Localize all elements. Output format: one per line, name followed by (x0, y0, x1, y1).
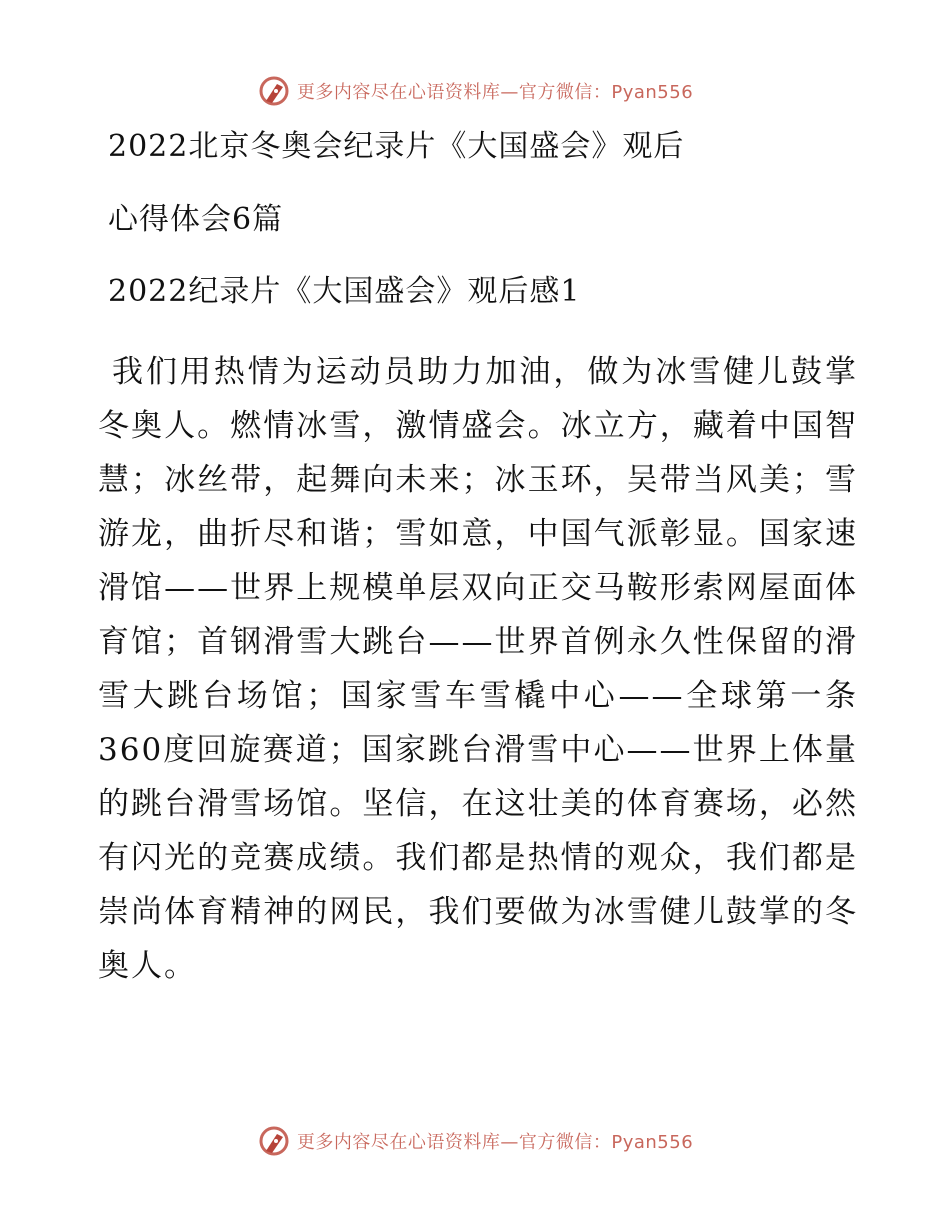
pen-nib-circle-icon (257, 1124, 291, 1158)
section-title: 2022纪录片《大国盛会》观后感1 (108, 274, 581, 309)
header-watermark (0, 74, 950, 108)
watermark-text: 更多内容尽在心语资料库—官方微信：Pyan556 (296, 82, 694, 103)
footer-watermark (0, 1124, 950, 1158)
pen-nib-circle-icon (257, 74, 291, 108)
watermark-text: 更多内容尽在心语资料库—官方微信：Pyan556 (296, 1132, 694, 1153)
body-paragraph: 我们用热情为运动员助力加油，做为冰雪健儿鼓掌冬奥人。燃情冰雪，激情盛会。冰立方，藏着中国智慧；冰丝带，起舞向未来；冰玉环，吴带当风美；雪游龙，曲折尽和谐；雪如意，中国气派彰显。国家速滑馆——世界上规模单层双向正交马鞍形索网屋面体育馆；首钢滑雪大跳台——世界首例永久性保留的滑雪大跳台场馆；国家雪车雪橇中心——全球第一条360度回旋赛道；国家跳台滑雪中心——世界上体量的跳台滑雪场馆。坚信，在这壮美的体育赛场，必然有闪光的竞赛成绩。我们都是热情的观众，我们都是崇尚体育精神的网民，我们要做为冰雪健儿鼓掌的冬奥人。 (98, 354, 858, 984)
document-title-line-1: 2022北京冬奥会纪录片《大国盛会》观后 (108, 129, 685, 164)
document-title-line-2: 心得体会6篇 (108, 202, 284, 237)
